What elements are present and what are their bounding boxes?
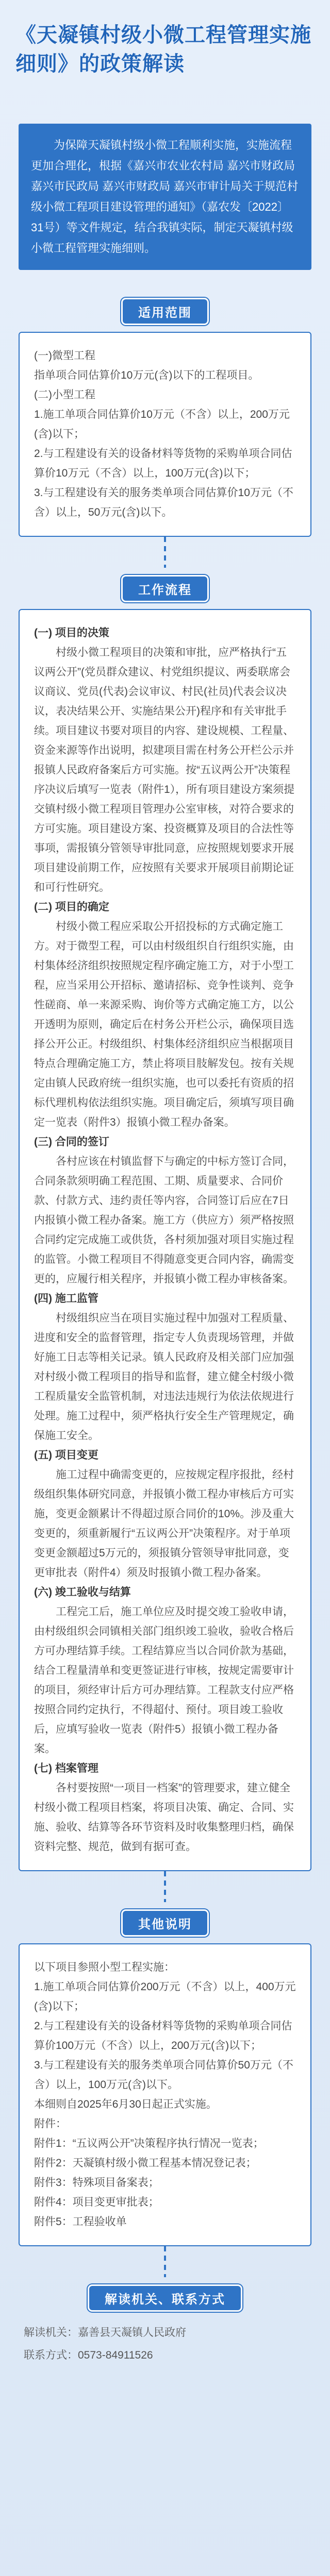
process-card <box>19 609 311 1871</box>
contact-phone: 联系方式：0573-84911526 <box>24 2349 153 2361</box>
notes-item: 以下项目参照小型工程实施： <box>34 1961 175 1973</box>
scope-item: 3.与工程建设有关的服务类单项合同估算价10万元（不含）以上，50万元(含)以下。 <box>34 487 293 518</box>
process-text: 各村要按照“一项目一档案”的管理要求，建立健全村级小微工程项目档案，将项目决策、确定、合同、实施、验收、结算等各环节资料及时收集整理归档，确保资料完整、规范，做到有据可查。 <box>34 1782 294 1853</box>
notes-item: 3.与工程建设有关的服务类单项合同估算价50万元（不含）以上，100万元(含)以下。 <box>34 2059 293 2091</box>
process-text: 工程完工后，施工单位应及时提交竣工验收申请，由村级组织会同镇相关部门组织竣工验收，验收合格后方可办理结算手续。工程结算应当以合同价款为基础，结合工程量清单和变更签证进行审核，按规定需要审计的项目，须经审计后方可办理结算。工程款支付应严格按照合同约定执行，不得超付、预付。项目竣工验收后，应填写验收一览表（附件5）报镇小微工程办备案。 <box>34 1606 294 1755</box>
scope-item: 1.施工单项合同估算价10万元（不含）以上，200万元(含)以下； <box>34 409 290 440</box>
dotted-connector <box>164 537 166 568</box>
notes-card <box>19 1943 311 2246</box>
notes-item: 附件： <box>34 2118 67 2130</box>
process-text: 村级小微工程项目的决策和审批，应严格执行“五议两公开”(党员群众建议、村党组织提议、两委联席会议商议、党员(代表)会议审议、村民(社员)代表会议决议，表决结果公开、实施结果公开)程序和有关审批手续。项目建议书要对项目的内容、建设规模、工程量、资金来源等作出说明，拟建项目需在村务公开栏公示并报镇人民政府备案后方可实施。按“五议两公开”决策程序决议后填写一览表（附件1），所有项目建设方案须提交镇村级小微工程项目管理办公室审核，对符合要求的方可实施。项目建设方案、投资概算及项目的合法性等事项，需报镇分管领导审批同意，应按照规划要求开展项目建设前期工作，应按照有关要求开展项目前期论证和可行性研究。 <box>34 647 295 893</box>
intro-paragraph: 为保障天凝镇村级小微工程顺利实施，实施流程更加合理化，根据《嘉兴市农业农村局 嘉兴市财政局 嘉兴市民政局 嘉兴市财政局 嘉兴市审计局关于规范村级小微工程项目建设管理的通知》（嘉农发〔2022〕31号）等文件规定，结合我镇实际，制定天凝镇村级小微工程管理实施细则。 <box>19 124 311 270</box>
process-text: 村级小微工程应采取公开招投标的方式确定施工方。对于微型工程，可以由村级组织自行组织实施，由村集体经济组织按照规定程序确定施工方，对于小型工程，应当采用公开招标、邀请招标、竞争性谈判、竞争性磋商、单一来源采购、询价等方式确定施工方，以公开透明为原则，确定后在村务公开栏公示，确保项目选择公开公正。村级组织、村集体经济组织应当根据项目特点合理确定施工方，禁止将项目肢解发包。按有关规定由镇人民政府统一组织实施，也可以委托有资质的招标代理机构依法组织实施。项目确定后，须填写项目确定一览表（附件3）报镇小微工程办备案。 <box>34 921 294 1128</box>
process-subhead: (五) 项目变更 <box>34 1449 98 1461</box>
contact-info <box>19 2318 311 2370</box>
contact-section <box>19 2277 311 2370</box>
scope-card <box>19 332 311 537</box>
process-subhead: (三) 合同的签订 <box>34 1136 109 1148</box>
notes-item: 本细则自2025年6月30日起正式实施。 <box>34 2098 217 2110</box>
process-subhead: (七) 档案管理 <box>34 1762 98 1774</box>
process-section <box>19 568 311 1871</box>
scope-section-title: 适用范围 <box>123 299 207 324</box>
process-text: 村级组织应当在项目实施过程中加强对工程质量、进度和安全的监督管理，指定专人负责现场管理，并做好施工日志等相关记录。镇人民政府及相关部门应加强对村级小微工程项目的指导和监督，建立健全村级小微工程质量安全监管机制，对违法违规行为依法依规进行处理。施工过程中，须严格执行安全生产管理规定，确保施工安全。 <box>34 1312 294 1442</box>
notes-section-title: 其他说明 <box>123 1911 207 1935</box>
process-subhead: (一) 项目的决策 <box>34 627 109 639</box>
notes-item: 附件2：天凝镇村级小微工程基本情况登记表； <box>34 2157 257 2169</box>
notes-section <box>19 1902 311 2246</box>
scope-item: 指单项合同估算价10万元(含)以下的工程项目。 <box>34 369 259 381</box>
notes-item: 附件3：特殊项目备案表； <box>34 2177 159 2189</box>
process-subhead: (六) 竣工验收与结算 <box>34 1586 131 1598</box>
process-text: 施工过程中确需变更的，应按规定程序报批，经村级组织集体研究同意，并报镇小微工程办审核后方可实施，变更金额累计不得超过原合同价的10%。涉及重大变更的，须重新履行“五议两公开”决策程序。对于单项变更金额超过5万元的，须报镇分管领导审批同意，变更审批表（附件4）须及时报镇小微工程办备案。 <box>34 1469 294 1579</box>
process-subhead: (二) 项目的确定 <box>34 901 109 913</box>
page-title: 《天凝镇村级小微工程管理实施细则》的政策解读 <box>15 24 311 75</box>
header <box>0 0 330 124</box>
notes-item: 2.与工程建设有关的设备材料等货物的采购单项合同估算价100万元（不含）以上，200万元(含)以下； <box>34 2020 292 2052</box>
dotted-connector <box>164 1871 166 1902</box>
notes-item: 附件1：“五议两公开”决策程序执行情况一览表； <box>34 2138 264 2149</box>
notes-item: 1.施工单项合同估算价200万元（不含）以上，400万元(含)以下； <box>34 1981 296 2012</box>
scope-item: (一)微型工程 <box>34 350 95 362</box>
scope-section <box>19 291 311 537</box>
scope-item: 2.与工程建设有关的设备材料等货物的采购单项合同估算价10万元（不含）以上，100万元(含)以下； <box>34 448 292 479</box>
contact-section-title: 解读机关、联系方式 <box>89 2286 241 2310</box>
contact-org: 解读机关：嘉善县天凝镇人民政府 <box>24 2327 186 2338</box>
notes-item: 附件4：项目变更审批表； <box>34 2196 159 2208</box>
process-text: 各村应该在村镇监督下与确定的中标方签订合同，合同条款须明确工程范围、工期、质量要求、合同价款、付款方式、违约责任等内容，合同签订后应在7日内报镇小微工程办备案。施工方（供应方）须严格按照合同约定完成施工或供货，各村须加强对项目实施过程的监管。小微工程项目不得随意变更合同内容，确需变更的，应履行相关程序，并报镇小微工程办审核备案。 <box>34 1156 294 1285</box>
process-section-title: 工作流程 <box>123 577 207 601</box>
notes-item: 附件5：工程验收单 <box>34 2216 127 2228</box>
process-subhead: (四) 施工监管 <box>34 1293 98 1304</box>
dotted-connector <box>164 2246 166 2277</box>
scope-item: (二)小型工程 <box>34 389 95 401</box>
